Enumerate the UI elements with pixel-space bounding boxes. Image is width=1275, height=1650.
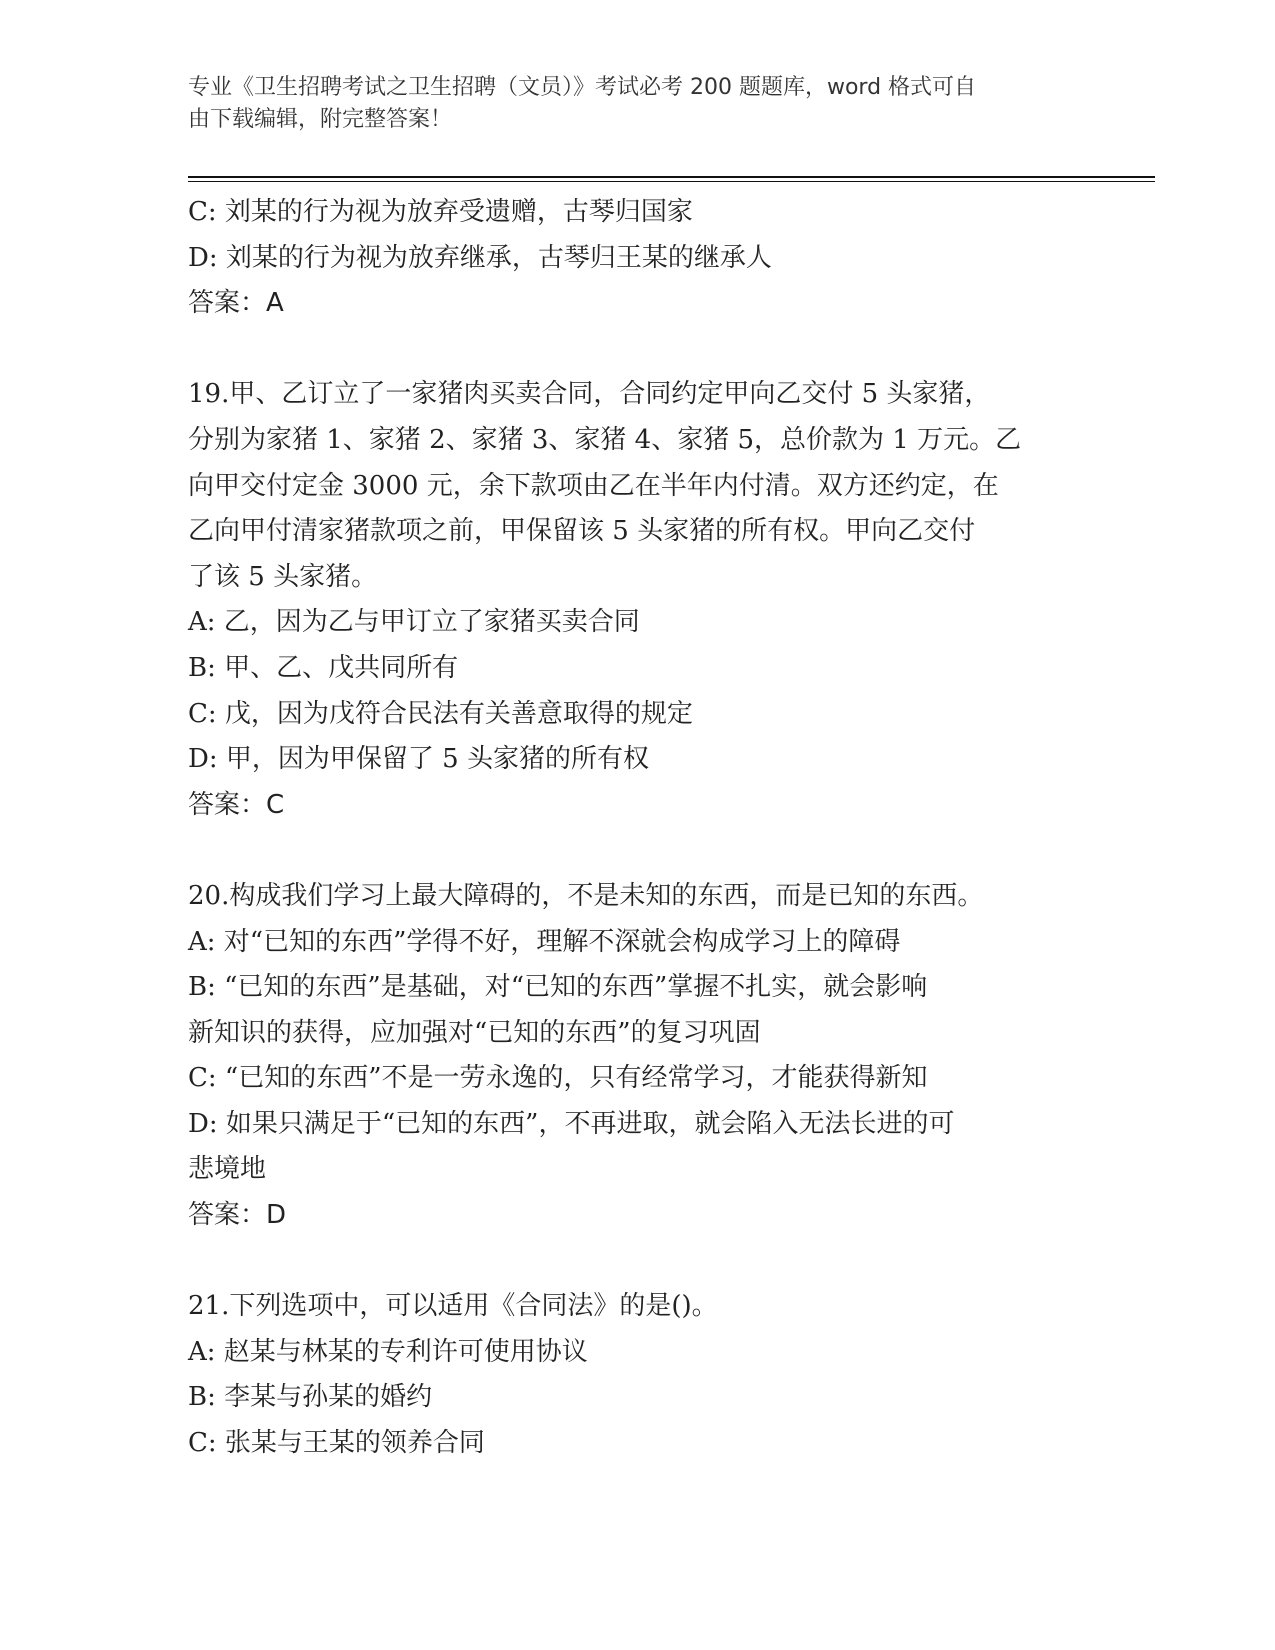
option-a: A: 赵某与林某的专利许可使用协议 xyxy=(188,1336,588,1367)
question-20 xyxy=(188,874,1088,1239)
question-text: 向甲交付定金 3000 元，余下款项由乙在半年内付清。双方还约定，在 xyxy=(188,470,999,501)
document-body xyxy=(188,190,1088,1467)
answer-line: 答案：A xyxy=(188,288,284,319)
answer-line: 答案：C xyxy=(188,789,285,820)
option-a: A: 对“已知的东西”学得不好，理解不深就会构成学习上的障碍 xyxy=(188,926,901,957)
question-text: 19.甲、乙订立了一家猪肉买卖合同，合同约定甲向乙交付 5 头家猪， xyxy=(188,379,991,410)
question-text: 乙向甲付清家猪款项之前，甲保留该 5 头家猪的所有权。甲向乙交付 xyxy=(188,516,976,547)
option-c: C: “已知的东西”不是一劳永逸的，只有经常学习，才能获得新知 xyxy=(188,1063,928,1094)
question-text: 了该 5 头家猪。 xyxy=(188,561,378,592)
option-d-continued: 悲境地 xyxy=(188,1154,267,1185)
option-b-continued: 新知识的获得，应加强对“已知的东西”的复习巩固 xyxy=(188,1017,761,1048)
question-18-tail xyxy=(188,190,1088,327)
question-19 xyxy=(188,372,1088,828)
option-d: D: 刘某的行为视为放弃继承，古琴归王某的继承人 xyxy=(188,242,772,273)
option-d: D: 如果只满足于“已知的东西”，不再进取，就会陷入无法长进的可 xyxy=(188,1108,955,1139)
header-divider-thin xyxy=(188,181,1155,182)
question-text: 21.下列选项中，可以适用《合同法》的是()。 xyxy=(188,1291,718,1322)
option-b: B: “已知的东西”是基础，对“已知的东西”掌握不扎实，就会影响 xyxy=(188,972,928,1003)
option-c: C: 刘某的行为视为放弃受遗赠，古琴归国家 xyxy=(188,197,693,227)
answer-line: 答案：D xyxy=(188,1200,287,1231)
option-b: B: 甲、乙、戊共同所有 xyxy=(188,652,459,683)
header-line-1: 专业《卫生招聘考试之卫生招聘（文员）》考试必考 200 题题库，word 格式可自 xyxy=(188,75,977,100)
page-header xyxy=(188,72,1088,136)
option-a: A: 乙，因为乙与甲订立了家猪买卖合同 xyxy=(188,607,640,638)
question-text: 20.构成我们学习上最大障碍的，不是未知的东西，而是已知的东西。 xyxy=(188,880,984,911)
option-c: C: 戊，因为戊符合民法有关善意取得的规定 xyxy=(188,698,693,729)
question-21 xyxy=(188,1284,1088,1466)
header-line-2: 由下载编辑，附完整答案！ xyxy=(188,107,453,132)
option-b: B: 李某与孙某的婚约 xyxy=(188,1382,433,1413)
question-text: 分别为家猪 1、家猪 2、家猪 3、家猪 4、家猪 5，总价款为 1 万元。乙 xyxy=(188,424,1022,455)
header-divider-thick xyxy=(188,176,1155,178)
option-c: C: 张某与王某的领养合同 xyxy=(188,1428,485,1459)
option-d: D: 甲，因为甲保留了 5 头家猪的所有权 xyxy=(188,744,649,775)
